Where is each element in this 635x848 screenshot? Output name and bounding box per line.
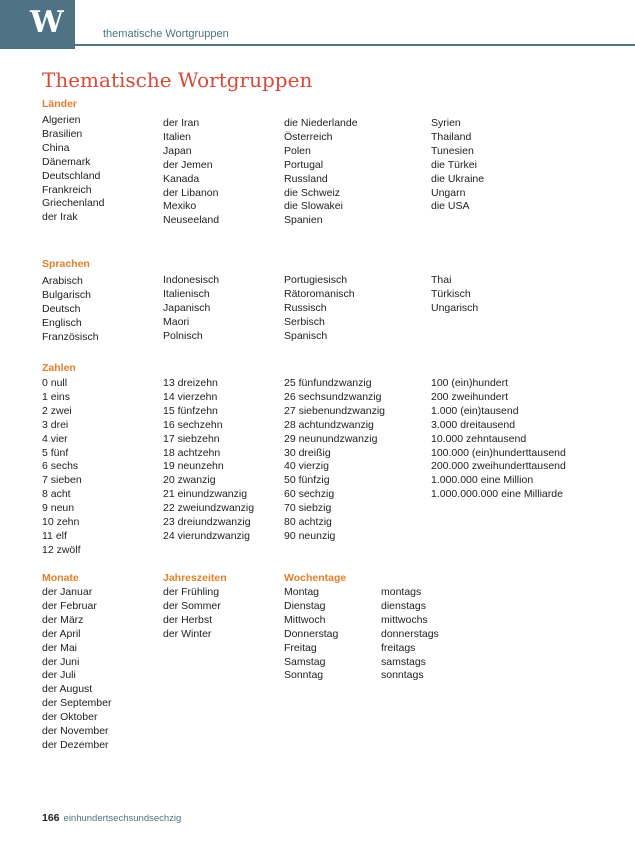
- list-item: Japanisch: [163, 301, 211, 314]
- list-item: montags: [381, 586, 422, 598]
- list-item: 21 einundzwanzig: [163, 488, 248, 501]
- list-item: Ungarn: [431, 186, 466, 199]
- list-item: die Ukraine: [431, 172, 485, 185]
- list-item: 10.000 zehntausend: [431, 432, 527, 445]
- list-item: 100.000 (ein)hunderttausend: [431, 446, 566, 459]
- list-item: der Dezember: [42, 738, 109, 751]
- list-item: Kanada: [163, 172, 200, 185]
- list-item: 40 vierzig: [284, 460, 329, 473]
- list-item: Rätoromanisch: [284, 287, 355, 300]
- list-item: der Oktober: [42, 711, 98, 724]
- list-item: 100 (ein)hundert: [431, 377, 509, 389]
- list-item: die Niederlande: [284, 117, 358, 129]
- list-item: Spanien: [284, 214, 323, 227]
- page-header: [0, 0, 635, 52]
- list-item: der Libanon: [163, 186, 219, 199]
- list-item: 27 siebenundzwanzig: [284, 404, 385, 417]
- list-item: der Februar: [42, 599, 97, 612]
- list-item: 200.000 zweihunderttausend: [431, 460, 566, 473]
- list-item: 3 drei: [42, 418, 69, 431]
- list-item: Indonesisch: [163, 274, 220, 286]
- list-item: der Januar: [42, 586, 93, 598]
- list-item: 7 sieben: [42, 474, 82, 487]
- list-item: Sonntag: [284, 669, 324, 682]
- jahreszeiten-list: [163, 586, 221, 642]
- list-item: Maori: [163, 315, 190, 328]
- list-item: 200 zweihundert: [431, 390, 509, 403]
- page-title: Thematische Wortgruppen: [42, 68, 313, 92]
- list-item: 11 elf: [42, 529, 67, 542]
- list-item: Syrien: [431, 117, 461, 129]
- list-item: der Mai: [42, 641, 78, 654]
- list-item: Österreich: [284, 130, 333, 143]
- list-item: dienstags: [381, 599, 426, 612]
- list-item: Griechenland: [42, 197, 105, 210]
- list-item: die Türkei: [431, 158, 477, 171]
- list-item: 70 siebzig: [284, 502, 332, 515]
- list-item: 20 zwanzig: [163, 474, 216, 487]
- list-item: Dänemark: [42, 155, 91, 168]
- list-item: der Jemen: [163, 158, 213, 171]
- list-item: China: [42, 141, 70, 154]
- page-number: 166: [42, 812, 60, 824]
- sprachen-col-1: [42, 275, 99, 345]
- heading-wochentage: Wochentage: [284, 572, 347, 584]
- list-item: Russisch: [284, 301, 327, 314]
- list-item: Polen: [284, 144, 311, 157]
- list-item: der Irak: [42, 211, 78, 224]
- list-item: Thailand: [431, 130, 472, 143]
- list-item: Donnerstag: [284, 627, 339, 640]
- list-item: 6 sechs: [42, 460, 79, 473]
- wochentage-adverbs: [381, 586, 439, 683]
- list-item: Neuseeland: [163, 214, 220, 227]
- list-item: 22 zweiundzwanzig: [163, 502, 255, 515]
- list-item: Thai: [431, 274, 452, 286]
- list-item: 5 fünf: [42, 446, 69, 459]
- list-item: der Iran: [163, 117, 200, 129]
- list-item: die Slowakei: [284, 200, 343, 213]
- list-item: 50 fünfzig: [284, 474, 330, 487]
- list-item: Italienisch: [163, 287, 210, 300]
- heading-sprachen: Sprachen: [42, 258, 90, 270]
- list-item: Tunesien: [431, 144, 474, 157]
- list-item: Ungarisch: [431, 301, 479, 314]
- list-item: Frankreich: [42, 183, 92, 196]
- heading-monate: Monate: [42, 572, 79, 584]
- sprachen-col-4: [431, 274, 478, 316]
- list-item: der Juni: [42, 655, 80, 668]
- list-item: 1.000.000 eine Million: [431, 474, 534, 487]
- zahlen-col-2: [163, 377, 254, 544]
- list-item: 9 neun: [42, 502, 75, 515]
- list-item: der Winter: [163, 627, 212, 640]
- list-item: 1 eins: [42, 390, 71, 403]
- page-footer: [42, 812, 181, 824]
- list-item: der Frühling: [163, 586, 220, 598]
- list-item: Italien: [163, 130, 192, 143]
- monate-list: [42, 586, 111, 753]
- list-item: Samstag: [284, 655, 326, 668]
- list-item: der Sommer: [163, 599, 221, 612]
- list-item: Mexiko: [163, 200, 197, 213]
- list-item: die Schweiz: [284, 186, 341, 199]
- list-item: donnerstags: [381, 627, 439, 640]
- heading-jahreszeiten: Jahreszeiten: [163, 572, 227, 584]
- list-item: 4 vier: [42, 432, 68, 445]
- list-item: 26 sechsundzwanzig: [284, 390, 382, 403]
- list-item: 17 siebzehn: [163, 432, 220, 445]
- list-item: 90 neunzig: [284, 529, 336, 542]
- list-item: der Herbst: [163, 613, 213, 626]
- list-item: Algerien: [42, 114, 81, 126]
- list-item: Russland: [284, 172, 328, 185]
- laender-col-2: [163, 117, 219, 228]
- list-item: Montag: [284, 586, 320, 598]
- list-item: der März: [42, 613, 84, 626]
- list-item: die USA: [431, 200, 470, 213]
- heading-laender: Länder: [42, 98, 78, 110]
- list-item: Portugiesisch: [284, 274, 348, 286]
- list-item: der August: [42, 683, 93, 696]
- laender-col-3: [284, 117, 358, 228]
- list-item: 3.000 dreitausend: [431, 418, 516, 431]
- list-item: Deutschland: [42, 169, 101, 182]
- list-item: 18 achtzehn: [163, 446, 221, 459]
- list-item: der September: [42, 697, 112, 710]
- list-item: Englisch: [42, 316, 82, 329]
- list-item: Dienstag: [284, 599, 326, 612]
- heading-zahlen: Zahlen: [42, 362, 76, 374]
- list-item: der Juli: [42, 669, 76, 682]
- list-item: 12 zwölf: [42, 543, 81, 556]
- list-item: 0 null: [42, 377, 68, 389]
- list-item: 30 dreißig: [284, 446, 331, 459]
- list-item: Japan: [163, 144, 192, 157]
- list-item: 29 neunundzwanzig: [284, 432, 378, 445]
- page-number-word: einhundertsechsundsechzig: [63, 813, 182, 824]
- list-item: 16 sechzehn: [163, 418, 223, 431]
- list-item: 28 achtundzwanzig: [284, 418, 374, 431]
- list-item: 24 vierundzwanzig: [163, 529, 250, 542]
- list-item: Türkisch: [431, 287, 471, 300]
- list-item: Arabisch: [42, 275, 83, 287]
- list-item: der April: [42, 627, 81, 640]
- list-item: samstags: [381, 655, 426, 668]
- sprachen-col-2: [163, 274, 219, 344]
- list-item: 10 zehn: [42, 516, 80, 529]
- laender-col-4: [431, 117, 484, 214]
- wochentage-names: [284, 586, 338, 683]
- list-item: Spanisch: [284, 329, 328, 342]
- list-item: 80 achtzig: [284, 516, 332, 529]
- list-item: Polnisch: [163, 329, 203, 342]
- list-item: Freitag: [284, 641, 317, 654]
- header-rule: [75, 44, 635, 46]
- list-item: freitags: [381, 641, 416, 654]
- list-item: 8 acht: [42, 488, 71, 501]
- laender-col-1: [42, 114, 104, 225]
- zahlen-col-4: [431, 377, 566, 502]
- list-item: 1.000.000.000 eine Milliarde: [431, 488, 563, 501]
- running-header-title: thematische Wortgruppen: [103, 28, 229, 40]
- list-item: Französisch: [42, 330, 99, 343]
- list-item: 15 fünfzehn: [163, 404, 218, 417]
- list-item: der November: [42, 725, 109, 738]
- list-item: sonntags: [381, 669, 424, 682]
- sprachen-col-3: [284, 274, 355, 344]
- list-item: 23 dreiundzwanzig: [163, 516, 251, 529]
- list-item: 2 zwei: [42, 404, 72, 417]
- list-item: 1.000 (ein)tausend: [431, 404, 519, 417]
- list-item: mittwochs: [381, 613, 428, 626]
- list-item: 19 neunzehn: [163, 460, 224, 473]
- list-item: 13 dreizehn: [163, 377, 218, 389]
- list-item: Portugal: [284, 158, 324, 171]
- list-item: 25 fünfundzwanzig: [284, 377, 372, 389]
- list-item: Serbisch: [284, 315, 325, 328]
- list-item: 60 sechzig: [284, 488, 335, 501]
- list-item: Mittwoch: [284, 613, 326, 626]
- list-item: Bulgarisch: [42, 288, 92, 301]
- list-item: 14 vierzehn: [163, 390, 218, 403]
- section-letter: W: [30, 5, 64, 40]
- zahlen-col-1: [42, 377, 82, 558]
- zahlen-col-3: [284, 377, 385, 544]
- list-item: Brasilien: [42, 127, 83, 140]
- section-letter-tab: [0, 0, 75, 49]
- list-item: Deutsch: [42, 302, 81, 315]
